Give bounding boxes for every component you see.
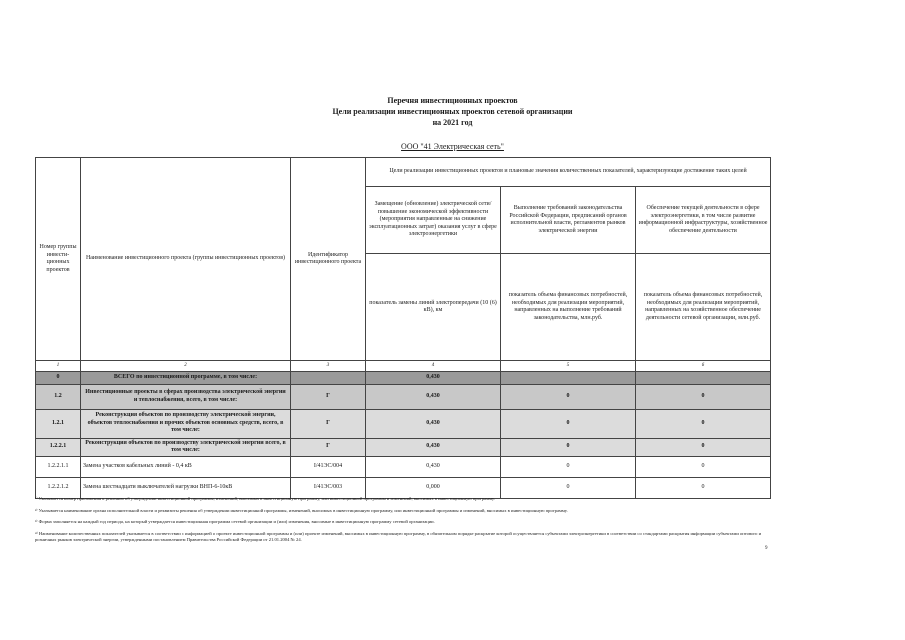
row-number: 1.2.2.1.1: [36, 456, 81, 477]
row-value-3: [636, 371, 771, 384]
column-number: 6: [636, 361, 771, 372]
column-number: 2: [81, 361, 291, 372]
column-number: 3: [291, 361, 366, 372]
row-number: 1.2.2.1.2: [36, 477, 81, 498]
row-value-3: 0: [636, 384, 771, 409]
row-value-2: 0: [501, 438, 636, 456]
row-id: [291, 371, 366, 384]
row-name: Реконструкция объектов по производству электрической энергии всего, в том числе:: [81, 438, 291, 456]
header-group-number: Номер группы инвести-ционных проектов: [36, 158, 81, 361]
projects-table: [35, 157, 771, 499]
table-row: [36, 438, 771, 456]
row-number: 0: [36, 371, 81, 384]
footnote: ⁴⁾ Наименование количественных показателей указывается в соответствии с информацией о проекте инвестиционной программы и (или) проекте изменений, вносимых в инвестиционную программу, в обязательном порядке раскрытие которой осуществляется субъектами электроэнергетики в соответствии со стандартами раскрытия информации субъектами оптового и розничных рынков электрической энергии, утвержденными постановлением Правительства Российской Федерации от 21.01.2004 № 24.: [35, 530, 762, 542]
table-row: [36, 477, 771, 498]
organization-name: ООО "41 Электрическая сеть": [401, 142, 504, 151]
row-value-1: 0,430: [366, 384, 501, 409]
row-value-3: 0: [636, 456, 771, 477]
footnote: ²⁾ Указывается наименование органа исполнительной власти и реквизиты решения об утверждении инвестиционной программы, изменений, вносимых в инвестиционную программу, или инвестиционной программы и изменений, вносимых в инвестиционную программу.: [35, 507, 568, 513]
table-row: [36, 409, 771, 438]
row-value-2: 0: [501, 477, 636, 498]
row-value-3: 0: [636, 477, 771, 498]
indicator-3: показатель объема финансовых потребностей, необходимых для реализации мероприятий, направленных на хозяйственное обеспечение деятельности сетевой организации, млн.руб.: [636, 254, 771, 361]
row-value-2: 0: [501, 456, 636, 477]
column-number: 5: [501, 361, 636, 372]
row-number: 1.2: [36, 384, 81, 409]
row-id: I/41ЭС/003: [291, 477, 366, 498]
goal-1: Замещение (обновление) электрической сети/повышение экономической эффективности (мероприятия направленные на снижение эксплуатационных затрат) оказания услуг в сфере электроэнергетики: [366, 187, 501, 254]
row-name: Замена шестнадцати выключателей нагрузки ВНП-6-10кВ: [81, 477, 291, 498]
row-id: Г: [291, 438, 366, 456]
footnotes: [35, 496, 775, 549]
table-row: [36, 384, 771, 409]
indicator-2: показатель объема финансовых потребностей, необходимых для реализации мероприятий, направленных на выполнение требований законодательства, млн.руб.: [501, 254, 636, 361]
row-value-1: 0,430: [366, 438, 501, 456]
page-number: 9: [765, 546, 768, 551]
row-value-2: [501, 371, 636, 384]
table-row: [36, 456, 771, 477]
header-goals: Цели реализации инвестиционных проектов и плановые значения количественных показателей, характеризующие достижение таких целей: [366, 158, 771, 187]
goal-3: Обеспечение текущей деятельности в сфере электроэнергетики, в том числе развитие информационной инфраструктуры, хозяйственное обеспечение деятельности: [636, 187, 771, 254]
column-number: 1: [36, 361, 81, 372]
row-id: Г: [291, 384, 366, 409]
row-value-1: 0,430: [366, 371, 501, 384]
footnote: ³⁾ Форма заполняется на каждый год периода, на который утверждается инвестиционная программа сетевой организации и (или) изменения, вносимые в инвестиционную программу сетевой организации.: [35, 519, 435, 524]
row-value-1: 0,000: [366, 477, 501, 498]
row-id: I/41ЭС/004: [291, 456, 366, 477]
row-name: Инвестиционные проекты в сферах производства электрической энергии и теплоснабжения, всего, в том числе:: [81, 384, 291, 409]
footnote: ¹⁾ Указывается номер приложения к решению об утверждении инвестиционной программы, изменений, вносимых в инвестиционную программу, или инвестиционной программы и изменений, вносимых в инвестиционную программу.: [35, 496, 495, 501]
table-row: [36, 371, 771, 384]
row-id: Г: [291, 409, 366, 438]
row-value-2: 0: [501, 384, 636, 409]
row-value-3: 0: [636, 438, 771, 456]
row-name: ВСЕГО по инвестиционной программе, в том числе:: [81, 371, 291, 384]
title-line-3: на 2021 год: [432, 118, 473, 127]
row-name: Реконструкция объектов по производству электрической энергии, объектов теплоснабжения и прочих объектов основных средств, всего, в том числе:: [81, 409, 291, 438]
row-number: 1.2.1: [36, 409, 81, 438]
row-number: 1.2.2.1: [36, 438, 81, 456]
row-value-3: 0: [636, 409, 771, 438]
title-line-2: Цели реализации инвестиционных проектов сетевой организации: [332, 107, 573, 116]
row-name: Замена участков кабельных линий - 0,4 кВ: [81, 456, 291, 477]
row-value-1: 0,430: [366, 409, 501, 438]
header-project-name: Наименование инвестиционного проекта (группы инвестиционных проектов): [81, 158, 291, 361]
title-line-1: Перечня инвестиционных проектов: [387, 96, 518, 105]
indicator-1: показатель замены линий электропередачи (10 (6) кВ), км: [366, 254, 501, 361]
row-value-1: 0,430: [366, 456, 501, 477]
goal-2: Выполнение требований законодательства Российской Федерации, предписаний органов исполнительной власти, регламентов рынков электрической энергии: [501, 187, 636, 254]
header-row: [36, 158, 771, 187]
row-value-2: 0: [501, 409, 636, 438]
column-number: 4: [366, 361, 501, 372]
header-project-id: Идентификатор инвестиционного проекта: [291, 158, 366, 361]
column-numbers-row: [36, 361, 771, 372]
